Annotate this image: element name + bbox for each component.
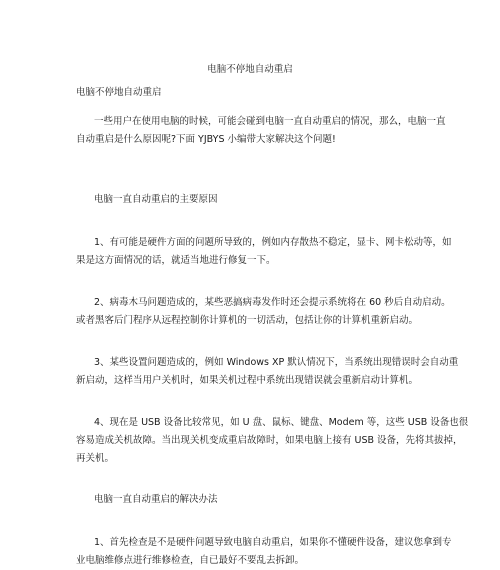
cause-item-line: 果是这方面情况的话，就适当地进行修复一下。 <box>76 255 276 266</box>
solution-item-1 <box>76 534 452 570</box>
document-subtitle: 电脑不停地自动重启 <box>76 87 162 98</box>
intro-paragraph <box>76 113 446 149</box>
cause-item-1 <box>76 234 452 270</box>
cause-item-line: 3、某些设置问题造成的，例如 Windows XP 默认情况下，当系统出现错误时会自动重 <box>94 357 459 368</box>
solution-item-line: 1、首先检查是不是硬件问题导致电脑自动重启，如果你不懂硬件设备，建议您拿到专 <box>94 537 452 548</box>
cause-item-3 <box>76 354 459 390</box>
solutions-heading: 电脑一直自动重启的解决办法 <box>94 494 218 505</box>
cause-item-line: 再关机。 <box>76 453 115 464</box>
causes-heading: 电脑一直自动重启的主要原因 <box>94 194 218 205</box>
document-title: 电脑不停地自动重启 <box>207 64 293 75</box>
cause-item-line: 2、病毒木马问题造成的，某些恶搞病毒发作时还会提示系统将在 60 秒后自动启动。 <box>94 297 451 308</box>
solution-item-line: 业电脑维修点进行维修检查，自已最好不要乱去拆卸。 <box>76 555 305 566</box>
cause-item-4 <box>76 414 469 468</box>
intro-line: 自动重启是什么原因呢?下面 YJBYS 小编带大家解决这个问题! <box>76 134 336 145</box>
cause-item-line: 1、有可能是硬件方面的问题所导致的，例如内存散热不稳定，显卡、网卡松动等，如 <box>94 237 452 248</box>
cause-item-2 <box>76 294 451 330</box>
cause-item-line: 容易造成关机故障。当出现关机变成重启故障时，如果电脑上接有 USB 设备，先将其拔掉， <box>76 435 463 446</box>
intro-line: 一些用户在使用电脑的时候，可能会碰到电脑一直自动重启的情况，那么，电脑一直 <box>94 116 446 127</box>
cause-item-line: 4、现在是 USB 设备比较常见，如 U 盘、鼠标、键盘、Modem 等，这些 USB 设备也很 <box>94 417 469 428</box>
cause-item-line: 或者黑客后门程序从远程控制你计算机的一切活动，包括让你的计算机重新启动。 <box>76 315 419 326</box>
cause-item-line: 新启动，这样当用户关机时，如果关机过程中系统出现错误就会重新启动计算机。 <box>76 375 419 386</box>
